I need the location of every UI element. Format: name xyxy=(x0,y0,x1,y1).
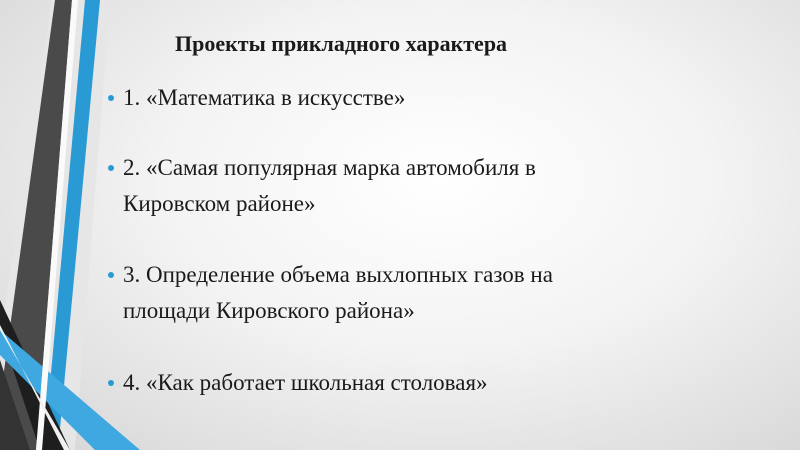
list-item xyxy=(108,80,405,116)
list-item xyxy=(108,257,553,329)
list-item-line: Кировском районе» xyxy=(123,191,316,216)
list-item xyxy=(108,150,536,222)
bullet-dot-icon xyxy=(108,272,114,278)
list-item-line: 2. «Самая популярная марка автомобиля в xyxy=(123,155,536,180)
list-item-line: 4. «Как работает школьная столовая» xyxy=(123,370,488,395)
bullet-dot-icon xyxy=(108,380,114,386)
list-item-line: 1. «Математика в искусстве» xyxy=(123,85,406,110)
list-item-line: 3. Определение объема выхлопных газов на xyxy=(123,262,553,287)
slide-title: Проекты прикладного характера xyxy=(175,31,508,56)
list-item xyxy=(108,365,488,401)
bullet-dot-icon xyxy=(108,95,114,101)
bullet-dot-icon xyxy=(108,165,114,171)
list-item-line: площади Кировского района» xyxy=(123,298,415,323)
